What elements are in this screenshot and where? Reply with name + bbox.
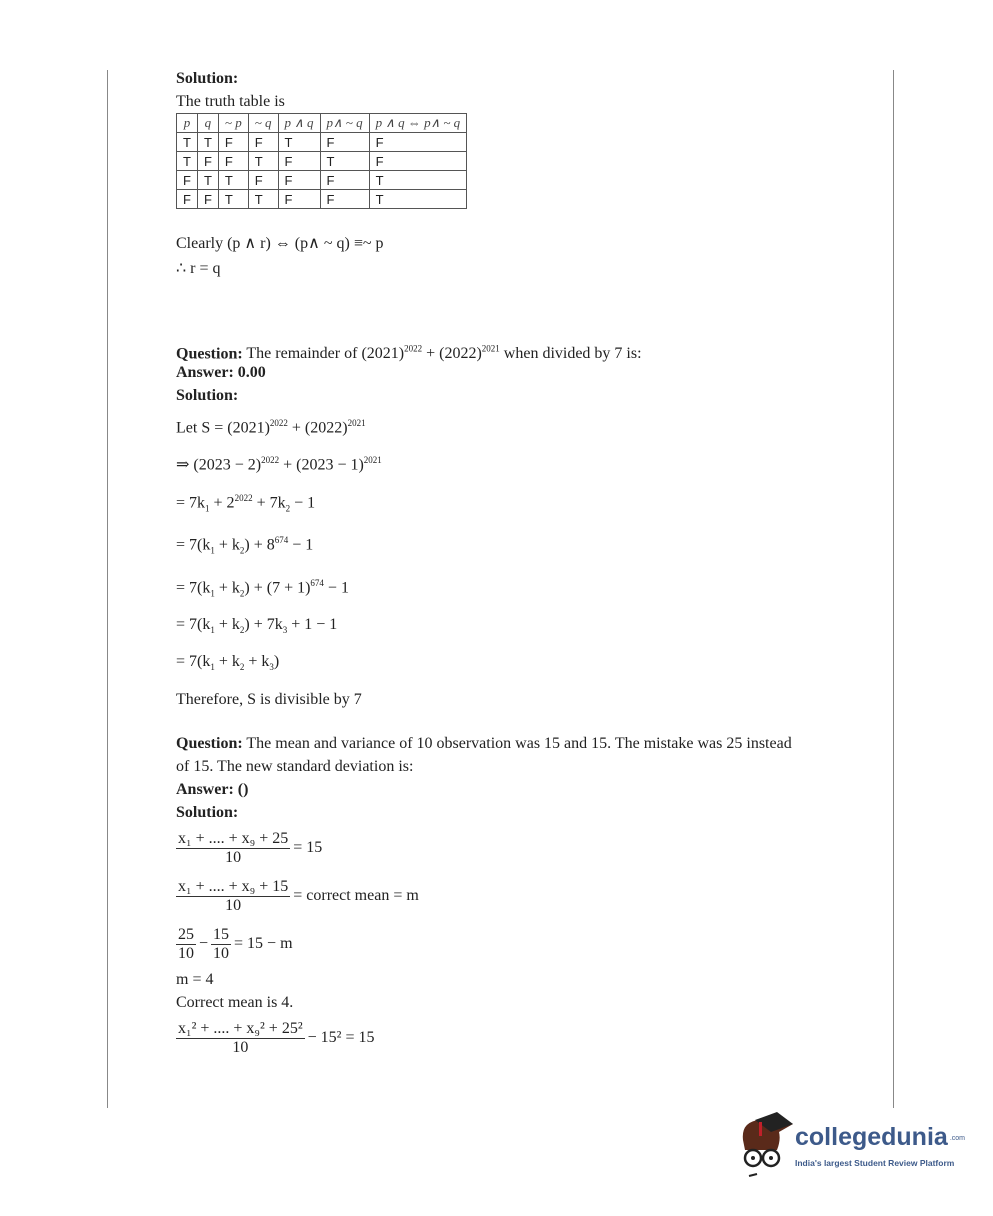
solution-steps (176, 407, 642, 716)
brand-tagline: India's largest Student Review Platform (795, 1158, 955, 1168)
math-part: 674 (274, 535, 289, 546)
denominator: 10 (225, 848, 242, 866)
math-line (176, 684, 642, 716)
math-part: + 1 − 1 (287, 616, 338, 634)
math-part: ) + 8 (244, 536, 275, 554)
correct-mean-text: Correct mean is 4. (176, 994, 294, 1011)
math-part: 2022 (234, 492, 253, 503)
column-header: p (177, 114, 198, 133)
math-part: ) + (7 + 1) (244, 579, 311, 597)
denominator: 10 (213, 944, 230, 962)
answer: Answer: () (176, 781, 249, 798)
table-cell: T (248, 152, 278, 171)
m-value: m = 4 (176, 971, 214, 988)
question-label: Question: (176, 345, 243, 363)
numerator: x₁ + .... + x₉ + 15 (178, 877, 289, 895)
table-cell: F (197, 152, 218, 171)
math-line (176, 524, 642, 567)
equation-3 (176, 920, 792, 968)
math-part: ∴ r = q (176, 260, 221, 277)
math-part: 1 (210, 545, 215, 556)
table-cell: T (248, 190, 278, 209)
solution-label: Solution: (176, 804, 239, 821)
solution-label: Solution: (176, 387, 239, 404)
header-row (177, 114, 467, 133)
minus: − (199, 935, 209, 952)
column-header: p ∧ q (278, 114, 320, 133)
math-part: = 7(k (176, 536, 211, 554)
math-part: 2 (239, 662, 245, 673)
math-part: + (2022) (287, 419, 348, 437)
math-line (176, 444, 642, 481)
math-part: Clearly (p ∧ r) ⇔ (p∧ ~ q) ≡~ p (176, 235, 384, 252)
math-part: 1 (210, 588, 215, 599)
table-cell: F (177, 190, 198, 209)
math-part: + k (244, 653, 270, 671)
table-row (177, 133, 467, 152)
section-std-dev-question (176, 732, 792, 1062)
table-cell: T (278, 133, 320, 152)
question-text-cont: of 15. The new standard deviation is: (176, 758, 414, 775)
math-line (176, 567, 642, 610)
table-cell: T (177, 152, 198, 171)
math-part: + (2022) (422, 345, 482, 363)
table-cell: T (177, 133, 198, 152)
fraction (211, 926, 231, 963)
math-line (176, 407, 642, 444)
column-header: ~ p (218, 114, 248, 133)
math-part: 2 (239, 545, 245, 556)
table-cell: T (320, 152, 369, 171)
table-cell: T (369, 190, 467, 209)
math-part: + k (214, 536, 240, 554)
math-part: 2 (285, 503, 291, 514)
math-line (176, 646, 642, 683)
math-line (176, 233, 467, 258)
table-cell: T (218, 171, 248, 190)
math-line (176, 609, 642, 646)
table-cell: T (197, 133, 218, 152)
equation-2 (176, 872, 792, 920)
math-part: 3 (282, 625, 288, 636)
brand-name: collegedunia (795, 1123, 948, 1151)
math-part: 2021 (363, 455, 382, 466)
math-part: + k (214, 579, 240, 597)
math-part: − 1 (290, 493, 316, 511)
fraction (176, 926, 196, 963)
collegedunia-logo (735, 1110, 975, 1180)
math-part: + 2 (209, 493, 235, 511)
denominator: 10 (232, 1038, 249, 1056)
math-part: = 7(k (176, 653, 211, 671)
math-part: 1 (210, 662, 215, 673)
table-cell: F (248, 171, 278, 190)
table-row (177, 190, 467, 209)
equation-1 (176, 824, 792, 872)
denominator: 10 (178, 944, 194, 962)
math-part: The remainder of (2021) (242, 345, 405, 363)
brand-row (795, 1122, 965, 1152)
rhs: = 15 (293, 839, 323, 856)
table-cell: T (369, 171, 467, 190)
fraction (176, 1020, 305, 1057)
math-line (176, 482, 642, 525)
table-cell: F (197, 190, 218, 209)
left-margin-rule (107, 70, 108, 1108)
math-part: ) (273, 653, 280, 671)
math-part: Let S = (2021) (176, 419, 270, 437)
question-label: Question: (176, 735, 243, 752)
table-cell: T (197, 171, 218, 190)
right-margin-rule (893, 70, 894, 1108)
student-mascot-icon (735, 1110, 793, 1180)
section-remainder-question (176, 338, 642, 716)
rhs: − 15² = 15 (307, 1029, 375, 1046)
numerator: 25 (178, 925, 194, 943)
table-cell: F (177, 171, 198, 190)
column-header: ~ q (248, 114, 278, 133)
table-cell: F (320, 133, 369, 152)
numerator: x₁² + .... + x₉² + 25² (178, 1019, 303, 1037)
numerator: 15 (213, 925, 230, 943)
math-part: 1 (205, 503, 210, 514)
truth-table (176, 113, 467, 209)
fraction (176, 830, 290, 867)
brand-domain: .com (949, 1135, 965, 1142)
math-part: 2021 (481, 344, 500, 354)
math-part: = 7k (176, 493, 206, 511)
math-part: − 1 (323, 579, 349, 597)
math-part: 2021 (347, 418, 366, 428)
math-part: 674 (310, 577, 324, 588)
table-cell: F (278, 190, 320, 209)
math-part: = 7(k (176, 616, 211, 634)
math-part: 2 (239, 588, 245, 599)
table-cell: F (320, 190, 369, 209)
math-part: Therefore, S is divisible by 7 (176, 690, 362, 708)
math-part: + 7k (252, 493, 286, 511)
question (176, 338, 642, 361)
math-part: 3 (269, 662, 274, 673)
question (176, 732, 792, 755)
math-part: 2022 (261, 455, 280, 466)
table-cell: F (320, 171, 369, 190)
math-part: − 1 (288, 536, 314, 554)
column-header: p ∧ q ⇔ p∧ ~ q (369, 114, 467, 133)
math-part: 2 (239, 625, 245, 636)
math-part: + k (214, 616, 240, 634)
math-part: 1 (210, 625, 215, 636)
table-cell: F (369, 133, 467, 152)
solution-label: Solution: (176, 70, 239, 87)
math-part: ) + 7k (244, 616, 283, 634)
math-part: ⇒ (2023 − 2) (176, 456, 262, 474)
column-header: q (197, 114, 218, 133)
math-part: when divided by 7 is: (499, 345, 642, 363)
table-cell: F (369, 152, 467, 171)
table-cell: F (218, 152, 248, 171)
answer: Answer: 0.00 (176, 364, 266, 381)
math-part: + (2023 − 1) (279, 456, 364, 474)
equation-4 (176, 1014, 792, 1062)
math-part: = 7(k (176, 579, 211, 597)
rhs: = correct mean = m (293, 887, 419, 904)
intro-text: The truth table is (176, 93, 285, 110)
fraction (176, 878, 290, 915)
math-part: 2022 (269, 418, 288, 428)
section-truth-table (176, 67, 467, 283)
conclusion-lines (176, 233, 467, 283)
math-line (176, 258, 467, 283)
column-header: p∧ ~ q (320, 114, 369, 133)
rhs: = 15 − m (234, 935, 293, 952)
table-cell: F (248, 133, 278, 152)
table-cell: T (218, 190, 248, 209)
math-part: + k (214, 653, 240, 671)
table-cell: F (278, 152, 320, 171)
table-row (177, 171, 467, 190)
numerator: x₁ + .... + x₉ + 25 (178, 829, 289, 847)
table-cell: F (278, 171, 320, 190)
math-part: 2022 (404, 344, 423, 354)
table-row (177, 152, 467, 171)
table-cell: F (218, 133, 248, 152)
denominator: 10 (225, 896, 242, 914)
question-text: The mean and variance of 10 observation was 15 and 15. The mistake was 25 instead (242, 735, 792, 752)
question-text (243, 345, 642, 362)
